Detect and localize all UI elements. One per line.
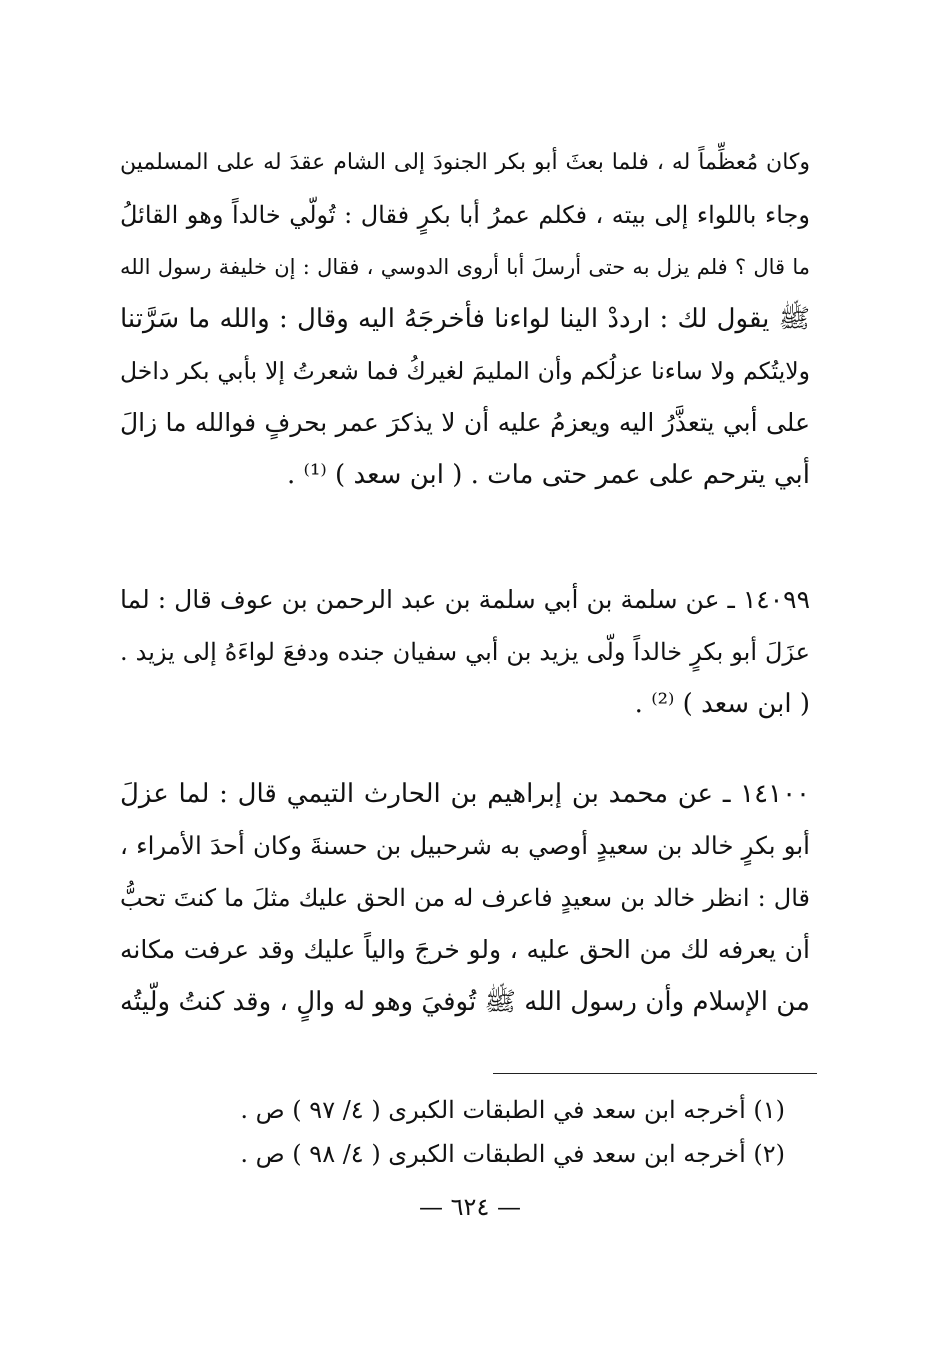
paragraph-2: [120, 574, 810, 730]
text-line: وجاء باللواء إلى بيته ، فكلم عمرُ أبا بكرٍ فقال : تُولّي خالداً وهو القائلُ: [120, 201, 810, 229]
text-line: ( ابن سعد ) ⁽²⁾ .: [634, 689, 810, 719]
footnote-2: (٢) أخرجه ابن سعد في الطبقات الكبرى ( ٤/ ٩٨ ) ص .: [240, 1140, 785, 1168]
paragraph-3: [120, 768, 810, 1028]
text-line: عزَلَ أبو بكرٍ خالداً ولّى يزيد بن أبي سفيان جنده ودفعَ لواءَهُ إلى يزيد .: [120, 638, 810, 666]
text-line: ١٤١٠٠ ـ عن محمد بن إبراهيم بن الحارث التيمي قال : لما عزلَ: [120, 779, 810, 809]
text-line: ولايتُكم ولا ساءنا عزلُكم وأن المليمَ لغيركُ فما شعرتُ إلا بأبي بكر داخل: [120, 357, 810, 385]
footnotes: [225, 1088, 785, 1176]
text-line: على أبي يتعذَّرُ اليه ويعزمُ عليه أن لا يذكرَ عمر بحرفٍ فوالله ما زالَ: [120, 408, 810, 437]
text-line: قال : انظر خالد بن سعيدٍ فاعرف له من الحق عليك مثلَ ما كنتَ تحبُّ: [120, 884, 810, 912]
page-number: — ٦٢٤ —: [419, 1193, 521, 1221]
text-line: وكان مُعظِّماً له ، فلما بعثَ أبو بكر الجنودَ إلى الشام عقدَ له على المسلمين: [120, 150, 810, 175]
text-line: ما قال ؟ فلم يزل به حتى أرسلَ أبا أروى الدوسي ، فقال : إن خليفة رسول الله: [120, 255, 810, 279]
text-line: من الإسلام وأن رسول الله ﷺ تُوفيَ وهو له والٍ ، وقد كنتُ ولّيتُه: [120, 987, 810, 1017]
text-line: ﷺ يقول لك : ارددْ الينا لواءنا فأخرجَهُ اليه وقال : والله ما سَرَّتنا: [120, 304, 810, 334]
paragraph-1: [120, 137, 810, 501]
text-line: ١٤٠٩٩ ـ عن سلمة بن أبي سلمة بن عبد الرحمن بن عوف قال : لما: [120, 585, 810, 614]
footnote-1: (١) أخرجه ابن سعد في الطبقات الكبرى ( ٤/ ٩٧ ) ص .: [240, 1096, 785, 1124]
text-line: أن يعرفه لك من الحق عليه ، ولو خرجَ والياً عليك وقد عرفت مكانه: [120, 935, 810, 964]
footnote-divider: [493, 1073, 817, 1074]
text-line: أبي يترحم على عمر حتى مات . ( ابن سعد ) ⁽¹⁾ .: [287, 460, 810, 490]
text-line: أبو بكرٍ خالد بن سعيدٍ أوصي به شرحبيل بن حسنةَ وكان أحدَ الأمراء ،: [120, 831, 810, 860]
